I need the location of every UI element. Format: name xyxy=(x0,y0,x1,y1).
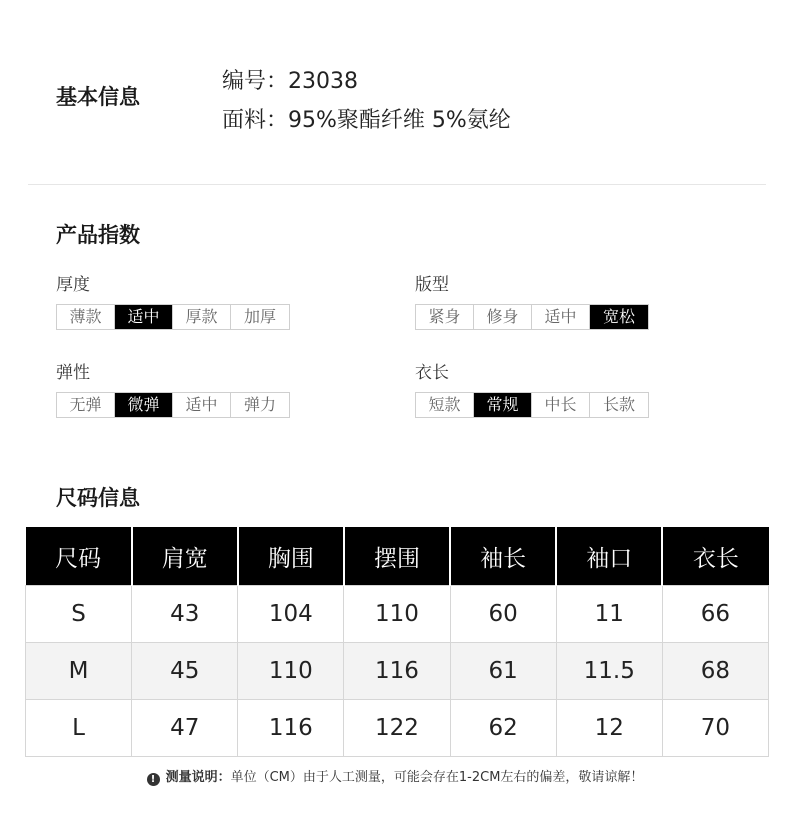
table-cell: 43 xyxy=(132,586,238,643)
table-row xyxy=(26,643,769,700)
scale-option: 长款 xyxy=(602,395,635,414)
header-cell: 尺码 xyxy=(26,527,132,586)
table-cell: 122 xyxy=(344,700,450,757)
elasticity-label: 弹性 xyxy=(56,363,90,383)
size-info-title: 尺码信息 xyxy=(56,486,140,510)
scale-option: 常规 xyxy=(474,393,532,417)
scale-option: 微弹 xyxy=(115,393,173,417)
size-table-header xyxy=(26,527,769,586)
section-divider xyxy=(28,184,766,185)
scale-option: 紧身 xyxy=(416,305,474,329)
scale-option: 适中 xyxy=(173,393,231,417)
info-icon: ! xyxy=(147,773,160,786)
table-cell: 60 xyxy=(450,586,556,643)
scale-option: 薄款 xyxy=(57,305,115,329)
note-label: 测量说明： xyxy=(165,770,231,785)
table-cell: 68 xyxy=(662,643,768,700)
fabric-composition: 面料：95%聚酯纤维 5%氨纶 xyxy=(222,108,511,133)
table-cell: 110 xyxy=(238,643,344,700)
scale-option: 厚款 xyxy=(173,305,231,329)
table-row xyxy=(26,700,769,757)
table-cell: L xyxy=(26,700,132,757)
scale-option: 无弹 xyxy=(57,393,115,417)
table-cell: 11 xyxy=(556,586,662,643)
table-cell: 104 xyxy=(238,586,344,643)
scale-option: 适中 xyxy=(115,305,173,329)
table-cell: M xyxy=(26,643,132,700)
table-cell: 116 xyxy=(238,700,344,757)
table-cell: 62 xyxy=(450,700,556,757)
table-cell: 110 xyxy=(344,586,450,643)
header-cell: 肩宽 xyxy=(132,527,238,586)
table-cell: S xyxy=(26,586,132,643)
elasticity-scale xyxy=(56,392,290,418)
scale-option: 短款 xyxy=(416,393,474,417)
scale-option: 中长 xyxy=(532,393,590,417)
header-cell: 胸围 xyxy=(238,527,344,586)
fit-label: 版型 xyxy=(415,275,449,295)
scale-option: 加厚 xyxy=(243,307,276,326)
header-cell: 袖长 xyxy=(450,527,556,586)
table-cell: 47 xyxy=(132,700,238,757)
product-index-title: 产品指数 xyxy=(56,223,140,247)
scale-option: 宽松 xyxy=(590,305,648,329)
length-label: 衣长 xyxy=(415,363,449,383)
product-code: 编号：23038 xyxy=(222,69,358,94)
thickness-label: 厚度 xyxy=(56,275,90,295)
table-cell: 70 xyxy=(662,700,768,757)
length-scale xyxy=(415,392,649,418)
scale-option: 适中 xyxy=(532,305,590,329)
table-cell: 61 xyxy=(450,643,556,700)
scale-option: 修身 xyxy=(474,305,532,329)
table-cell: 12 xyxy=(556,700,662,757)
note-text: 单位（CM）由于人工测量，可能会存在1-2CM左右的偏差，敬请谅解！ xyxy=(230,770,644,785)
table-cell: 45 xyxy=(132,643,238,700)
basic-info-title: 基本信息 xyxy=(56,85,140,109)
table-cell: 66 xyxy=(662,586,768,643)
scale-option: 弹力 xyxy=(243,395,276,414)
measurement-note xyxy=(0,766,790,786)
header-cell: 袖口 xyxy=(556,527,662,586)
table-row xyxy=(26,586,769,643)
size-table xyxy=(25,527,769,757)
header-cell: 衣长 xyxy=(662,527,768,586)
header-cell: 摆围 xyxy=(344,527,450,586)
table-cell: 116 xyxy=(344,643,450,700)
fit-scale xyxy=(415,304,649,330)
thickness-scale xyxy=(56,304,290,330)
table-cell: 11.5 xyxy=(556,643,662,700)
